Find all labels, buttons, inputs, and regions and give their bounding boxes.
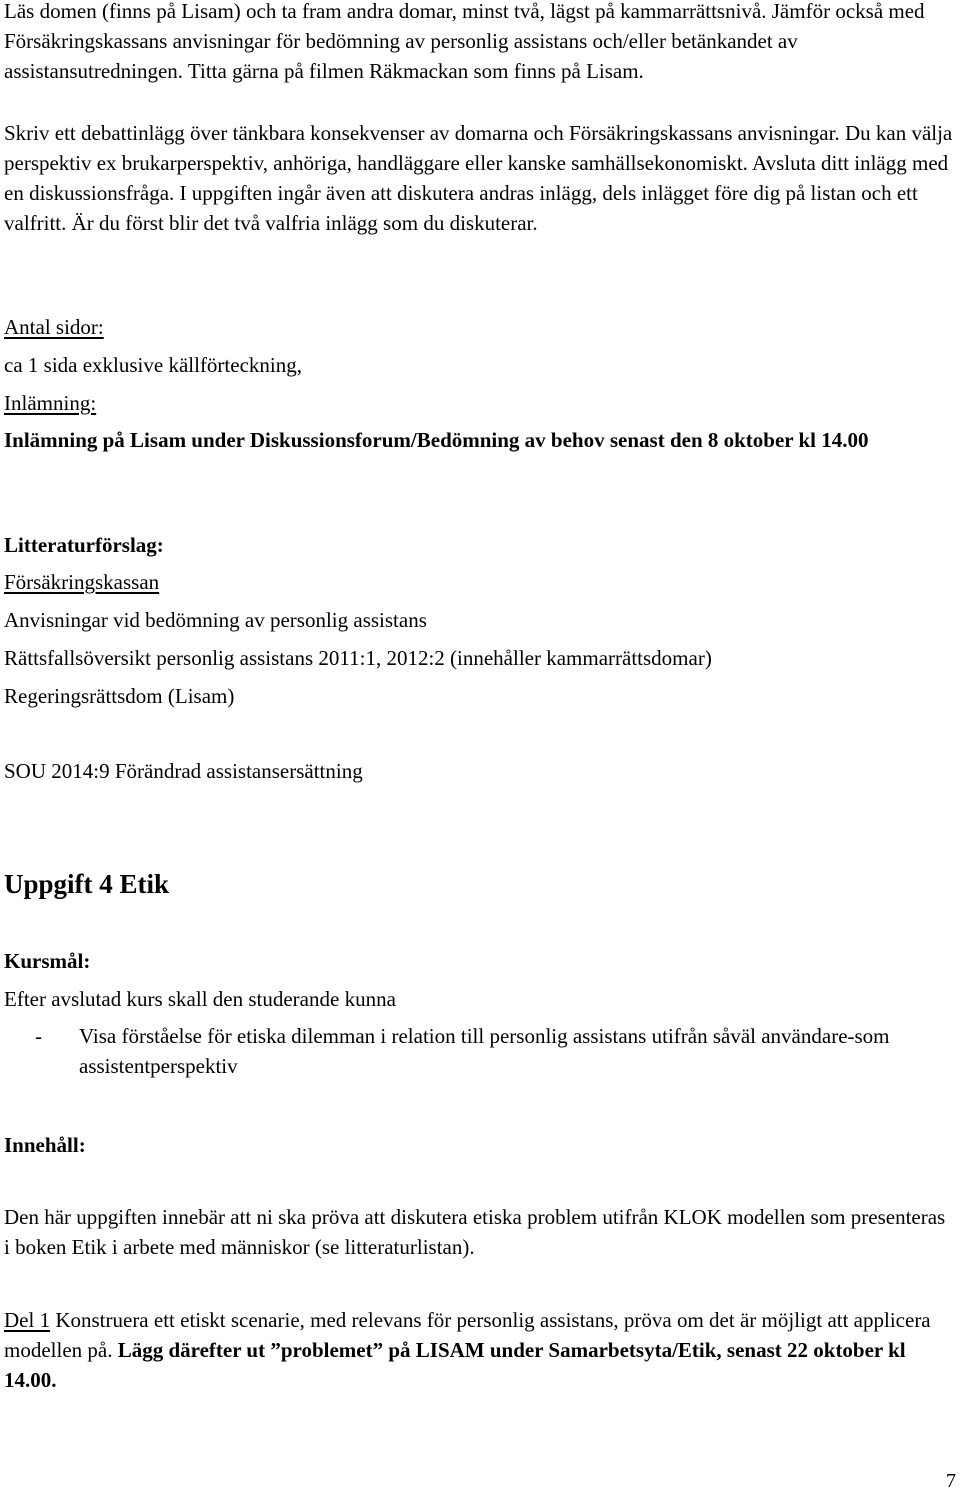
innehall-label: Innehåll: bbox=[4, 1133, 86, 1157]
antal-sidor-value: ca 1 sida exklusive källförteckning, bbox=[4, 353, 302, 377]
kursmal-label: Kursmål: bbox=[4, 949, 91, 973]
del1-paragraph bbox=[4, 1305, 954, 1395]
intro-paragraph-2: Skriv ett debattinlägg över tänkbara konsekvenser av domarna och Försäkringskassans anvisningar. Du kan välja perspektiv ex brukarperspektiv, anhöriga, handläggare eller kanske samhällsekonomiskt. Avsluta ditt inlägg med en diskussionsfråga. I uppgiften ingår även att diskutera andras inlägg, dels inlägget före dig på listan och ett valfritt. Är du först blir det två valfria inlägg som du diskuterar. bbox=[4, 121, 953, 235]
inlamning-label: Inlämning: bbox=[4, 391, 97, 415]
innehall-text: Den här uppgiften innebär att ni ska pröva att diskutera etiska problem utifrån KLOK modellen som presenteras i boken Etik i arbete med människor (se litteraturlistan). bbox=[4, 1205, 946, 1259]
litteratur-item: Regeringsrättsdom (Lisam) bbox=[4, 684, 235, 708]
del1-label: Del 1 bbox=[4, 1308, 51, 1332]
del1-instruction: Lägg därefter ut ”problemet” på LISAM under Samarbetsyta/Etik, senast 22 oktober kl 14.00. bbox=[4, 1338, 906, 1392]
uppgift-4-heading: Uppgift 4 Etik bbox=[4, 869, 170, 899]
litteratur-org: Försäkringskassan bbox=[4, 570, 160, 594]
inlamning-value: Inlämning på Lisam under Diskussionsforum/Bedömning av behov senast den 8 oktober kl 14.00 bbox=[4, 428, 869, 452]
litteratur-item: Rättsfallsöversikt personlig assistans 2011:1, 2012:2 (innehåller kammarrättsdomar) bbox=[4, 646, 712, 670]
intro-paragraph-1: Läs domen (finns på Lisam) och ta fram andra domar, minst två, lägst på kammarrättsnivå. Jämför också med Försäkringskassans anvisningar för bedömning av personlig assistans och/eller betänkandet av assistansutredningen. Titta gärna på filmen Räkmackan som finns på Lisam. bbox=[4, 0, 925, 83]
kursmal-bullet bbox=[4, 1021, 954, 1081]
del1-text: Konstruera ett etiskt scenarie, med relevans för personlig assistans, pröva om det är möjligt att applicera modellen på. bbox=[4, 1308, 931, 1362]
litteratur-sou: SOU 2014:9 Förändrad assistansersättning bbox=[4, 759, 363, 783]
kursmal-text: Efter avslutad kurs skall den studerande kunna bbox=[4, 987, 396, 1011]
antal-sidor-label: Antal sidor: bbox=[4, 315, 104, 339]
page-number: 7 bbox=[946, 1470, 956, 1492]
litteratur-heading: Litteraturförslag: bbox=[4, 533, 164, 557]
bullet-text: Visa förståelse för etiska dilemman i relation till personlig assistans utifrån såväl användare-som assistentperspektiv bbox=[79, 1024, 890, 1078]
litteratur-item: Anvisningar vid bedömning av personlig assistans bbox=[4, 608, 427, 632]
bullet-dash: - bbox=[35, 1024, 42, 1048]
